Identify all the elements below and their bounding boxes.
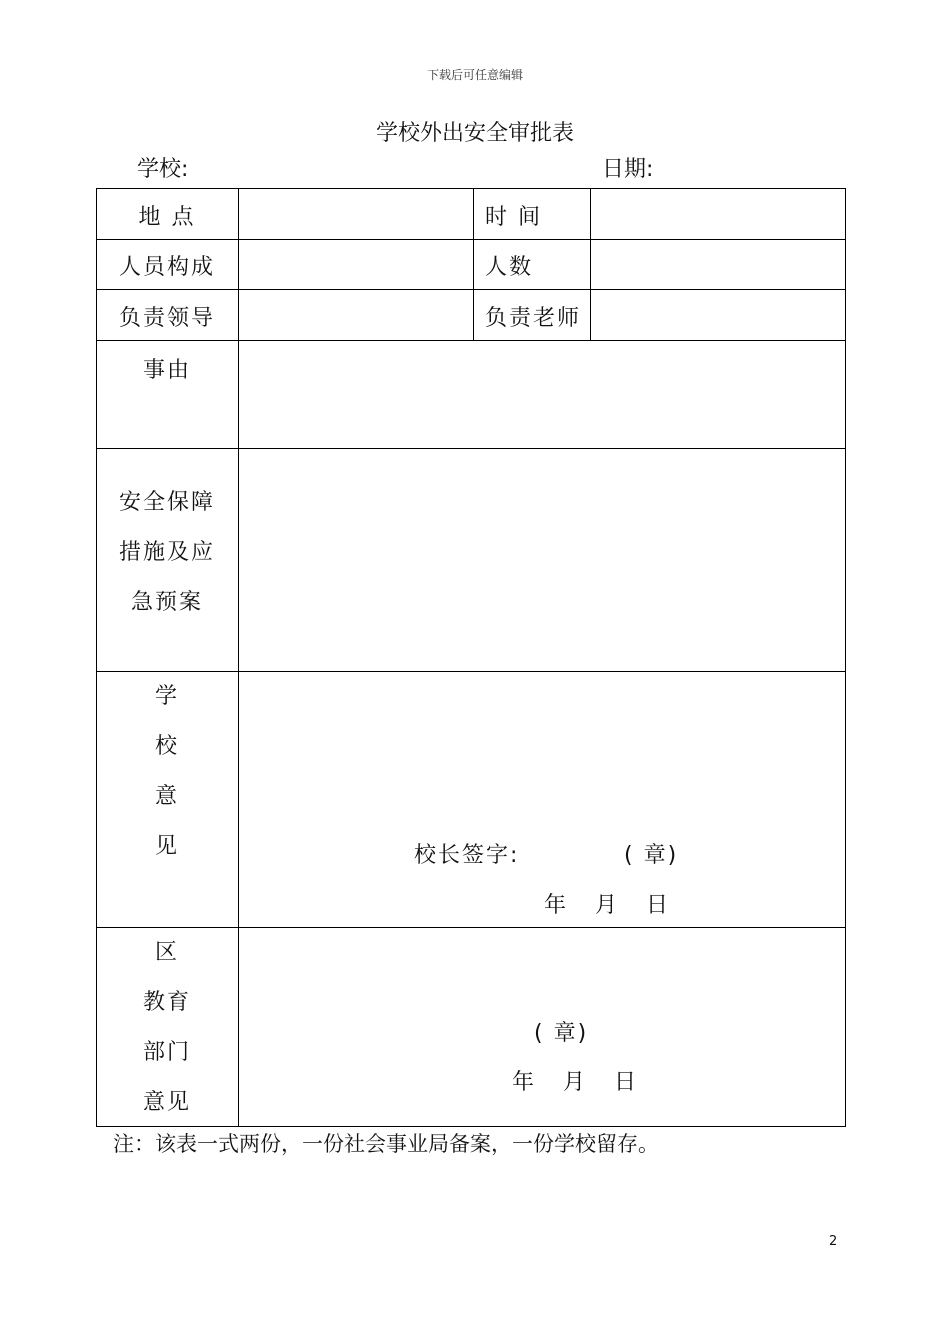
district-opinion-label [96, 928, 238, 1128]
headcount-label: 人数 [485, 255, 534, 280]
row-divider [96, 289, 846, 290]
row-divider [96, 340, 846, 341]
label-column-divider [238, 188, 239, 1127]
approval-form-table [96, 188, 846, 1128]
school-seal: ( 章) [624, 843, 679, 868]
district-opinion-label-line: 意见 [142, 1090, 191, 1115]
district-opinion-label-line: 区 [154, 940, 179, 965]
safety-label-line: 安全保障 [118, 490, 215, 515]
date-label: 日期: [602, 157, 654, 182]
personnel-label: 人员构成 [118, 255, 215, 280]
district-seal: ( 章) [534, 1021, 589, 1046]
form-title: 学校外出安全审批表 [375, 121, 574, 146]
column-divider [473, 188, 474, 341]
time-label: 时 间 [485, 205, 542, 230]
location-label: 地 点 [138, 205, 196, 230]
leader-label: 负责领导 [118, 306, 215, 331]
district-opinion-label-line: 部门 [142, 1040, 191, 1065]
column-divider [590, 188, 591, 341]
safety-measures-label [96, 478, 238, 628]
row-divider [96, 448, 846, 449]
district-opinion-label-line: 教育 [142, 990, 191, 1015]
reason-label: 事由 [142, 358, 191, 383]
school-label: 学校: [137, 157, 189, 182]
school-approval-date: 年 月 日 [544, 893, 670, 918]
row-divider [96, 239, 846, 240]
school-opinion-label-line: 学 [154, 684, 179, 709]
table-border-top [96, 188, 846, 189]
district-approval-date: 年 月 日 [512, 1070, 638, 1095]
footnote: 注：该表一式两份，一份社会事业局备案，一份学校留存。 [113, 1132, 659, 1156]
table-border-right [845, 188, 846, 1127]
safety-label-line: 措施及应 [118, 540, 215, 565]
school-opinion-label-line: 校 [154, 734, 179, 759]
header-note: 下载后可任意编辑 [426, 68, 523, 82]
safety-label-line: 急预案 [130, 590, 203, 615]
school-opinion-label-line: 意 [154, 784, 179, 809]
principal-signature-label: 校长签字: [414, 843, 520, 868]
school-opinion-label [96, 672, 238, 872]
school-opinion-label-line: 见 [154, 834, 179, 859]
page-number: 2 [829, 1234, 838, 1249]
teacher-label: 负责老师 [485, 306, 582, 331]
